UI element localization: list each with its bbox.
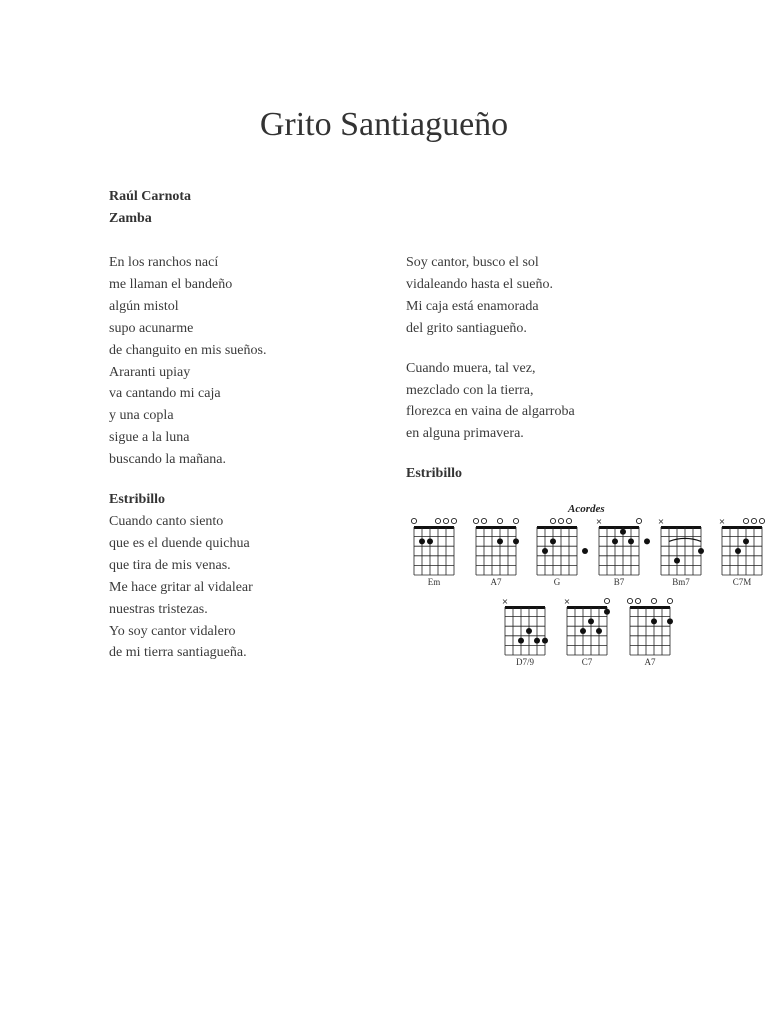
finger-dot <box>518 638 524 644</box>
author-name: Raúl Carnota <box>109 189 192 204</box>
lyric-line: nuestras tristezas. <box>109 601 208 617</box>
finger-dot <box>612 538 618 544</box>
lyric-line: florezca en vaina de algarroba <box>406 404 575 420</box>
chord-name: C7M <box>732 577 752 587</box>
open-string-marker <box>513 518 518 523</box>
open-string-marker <box>443 518 448 523</box>
finger-dot <box>582 548 588 554</box>
open-string-marker <box>550 518 555 523</box>
muted-string-marker: × <box>718 517 726 526</box>
lyric-line: en alguna primavera. <box>406 426 524 442</box>
chord-nut <box>630 606 670 609</box>
lyric-line: Cuando muera, tal vez, <box>406 360 536 376</box>
chord-diagram-b7 <box>596 517 650 587</box>
chord-nut <box>567 606 607 609</box>
chord-diagram-c7 <box>564 597 610 667</box>
open-string-marker <box>636 518 641 523</box>
chord-diagram-a7 <box>627 598 673 667</box>
chord-name: B7 <box>613 577 625 587</box>
open-string-marker <box>411 518 416 523</box>
open-string-marker <box>481 518 486 523</box>
open-string-marker <box>635 598 640 603</box>
lyric-line: Cuando canto siento <box>109 513 224 529</box>
lyric-line: va cantando mi caja <box>109 386 221 402</box>
finger-dot <box>534 638 540 644</box>
finger-dot <box>588 618 594 624</box>
open-string-marker <box>451 518 456 523</box>
muted-string-marker: × <box>501 597 509 606</box>
chord-diagram-bm7 <box>658 517 704 587</box>
chord-name: G <box>553 577 561 587</box>
open-string-marker <box>667 598 672 603</box>
lyric-line: que tira de mis venas. <box>109 557 231 573</box>
lyric-line: buscando la mañana. <box>109 452 227 468</box>
chord-name: Em <box>427 577 441 587</box>
open-string-marker <box>751 518 756 523</box>
chord-name: A7 <box>490 577 502 587</box>
lyric-line: Soy cantor, busco el sol <box>406 255 539 270</box>
lyric-line: vidaleando hasta el sueño. <box>406 276 553 292</box>
chord-diagram-c7m <box>719 517 765 587</box>
finger-dot <box>620 529 626 535</box>
lyric-line: supo acunarme <box>109 320 194 336</box>
lyric-line: Araranti upiay <box>109 364 191 380</box>
finger-dot <box>628 538 634 544</box>
lyric-line: En los ranchos nací <box>109 255 219 270</box>
chord-name: D7/9 <box>516 657 534 667</box>
finger-dot <box>667 618 673 624</box>
open-string-marker <box>558 518 563 523</box>
finger-dot <box>698 548 704 554</box>
chorus-heading: Estribillo <box>406 466 463 482</box>
open-string-marker <box>497 518 502 523</box>
lyric-line: me llaman el bandeño <box>109 276 233 292</box>
muted-string-marker: × <box>563 597 571 606</box>
lyric-line: y una copla <box>109 408 174 424</box>
finger-dot <box>604 609 610 615</box>
open-string-marker <box>473 518 478 523</box>
open-string-marker <box>743 518 748 523</box>
chord-nut <box>722 526 762 529</box>
finger-dot <box>644 538 650 544</box>
chord-nut <box>599 526 639 529</box>
lyric-line: que es el duende quichua <box>109 535 250 551</box>
genre-label: Zamba <box>109 211 152 226</box>
finger-dot <box>526 628 532 634</box>
lyric-line: de changuito en mis sueños. <box>109 342 267 358</box>
finger-dot <box>674 558 680 564</box>
finger-dot <box>651 618 657 624</box>
chord-name: A7 <box>644 657 656 667</box>
open-string-marker <box>604 598 609 603</box>
chord-diagram-em <box>411 518 456 587</box>
chord-nut <box>505 606 545 609</box>
lyric-line: Yo soy cantor vidalero <box>109 623 236 639</box>
lyric-line: Mi caja está enamorada <box>406 298 539 314</box>
finger-dot <box>550 538 556 544</box>
chord-nut <box>661 526 701 529</box>
finger-dot <box>497 538 503 544</box>
finger-dot <box>542 548 548 554</box>
chord-nut <box>414 526 454 529</box>
lyric-line: Me hace gritar al vidalear <box>109 579 253 595</box>
finger-dot <box>743 538 749 544</box>
chord-nut <box>476 526 516 529</box>
finger-dot <box>419 538 425 544</box>
lyric-line: sigue a la luna <box>109 430 190 446</box>
chord-diagram-g <box>537 518 588 587</box>
finger-dot <box>596 628 602 634</box>
lyric-line: algún mistol <box>109 298 179 314</box>
finger-dot <box>542 638 548 644</box>
finger-dot <box>513 538 519 544</box>
open-string-marker <box>566 518 571 523</box>
song-title: Grito Santiagueño <box>259 106 509 143</box>
chord-nut <box>537 526 577 529</box>
finger-dot <box>735 548 741 554</box>
lyric-line: de mi tierra santiagueña. <box>109 645 247 661</box>
open-string-marker <box>651 598 656 603</box>
chord-diagram-a7 <box>473 518 519 587</box>
muted-string-marker: × <box>657 517 665 526</box>
finger-dot <box>580 628 586 634</box>
chords-heading: Acordes <box>568 503 605 515</box>
chord-name: C7 <box>581 657 593 667</box>
finger-dot <box>427 538 433 544</box>
chorus-heading: Estribillo <box>109 492 166 508</box>
open-string-marker <box>627 598 632 603</box>
open-string-marker <box>435 518 440 523</box>
chord-diagram-d79 <box>502 597 548 667</box>
muted-string-marker: × <box>595 517 603 526</box>
open-string-marker <box>759 518 764 523</box>
lyric-line: mezclado con la tierra, <box>406 382 534 398</box>
lyric-line: del grito santiagueño. <box>406 320 527 336</box>
chord-name: Bm7 <box>672 577 690 587</box>
